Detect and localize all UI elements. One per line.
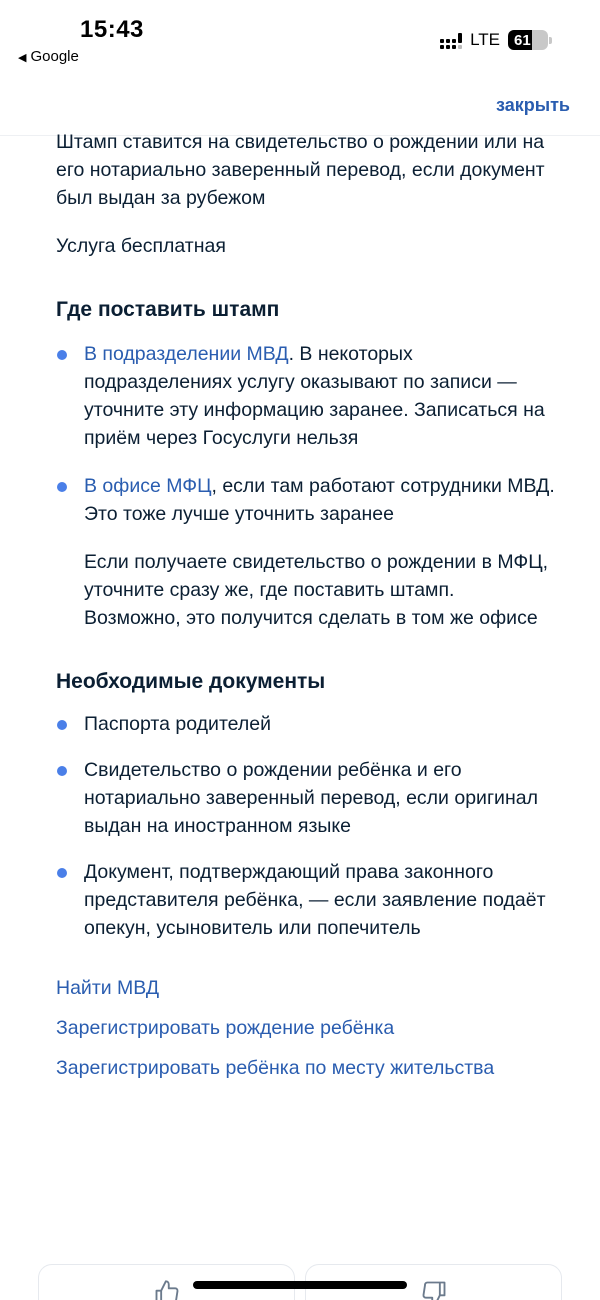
bullet-icon [57,482,67,492]
battery-icon [508,30,552,50]
document-text: Свидетельство о рождении ребёнка и его нотариально заверенный перевод, если оригинал выдан на иностранном языке [84,759,538,837]
bullet-icon [57,868,67,878]
document-item [56,858,556,942]
home-indicator[interactable] [193,1281,407,1289]
back-triangle-icon: ◀ [18,52,27,64]
where-section-title: Где поставить штамп [56,298,280,321]
document-item [56,710,556,738]
status-bar [0,0,600,80]
documents-section-title: Необходимые документы [56,670,326,693]
document-text: Паспорта родителей [84,713,271,735]
network-type: LTE [470,30,500,49]
register-birth-link[interactable]: Зарегистрировать рождение ребёнка [56,1017,395,1039]
where-item-mfc [56,472,556,632]
find-mvd-link[interactable]: Найти МВД [56,977,160,999]
where-item-text: . В некоторых подразделениях услугу оказывают по записи — уточните эту информацию заранее. Записаться на приём через Госуслуги нельзя [84,343,545,449]
where-item-mvd [56,340,556,452]
document-item [56,756,556,840]
document-text: Документ, подтверждающий права законного представителя ребёнка, — если заявление подаёт опекун, усыновитель или попечитель [84,861,546,939]
main-content [56,128,556,1082]
close-button[interactable]: закрыть [496,95,570,115]
where-item-text: , если там работают сотрудники МВД. Это тоже лучше уточнить заранее [84,475,555,525]
battery-level: 61 [514,31,531,49]
bullet-icon [57,720,67,730]
documents-list [56,710,556,942]
where-list [56,340,556,632]
thumbs-up-icon [153,1279,181,1300]
signal-strength-icon [440,31,462,49]
status-time: 15:43 [80,16,144,43]
bullet-icon [57,766,67,776]
mvd-department-link[interactable]: В подразделении МВД [84,343,289,365]
back-app-label: Google [30,48,79,65]
back-to-app-button[interactable] [18,48,79,65]
mfc-note: Если получаете свидетельство о рождении в МФЦ, уточните сразу же, где поставить штамп. Возможно, это получится сделать в том же офисе [84,551,549,629]
register-residence-link[interactable]: Зарегистрировать ребёнка по месту жительства [56,1057,495,1079]
status-indicators [440,30,552,50]
related-links [56,974,556,1082]
thumbs-down-icon [420,1279,448,1300]
mfc-office-link[interactable]: В офисе МФЦ [84,475,212,497]
bullet-icon [57,350,67,360]
price-info: Услуга бесплатная [56,235,226,257]
intro-paragraph: Штамп ставится на свидетельство о рождении или на его нотариально заверенный перевод, если документ был выдан за рубежом [56,131,545,209]
